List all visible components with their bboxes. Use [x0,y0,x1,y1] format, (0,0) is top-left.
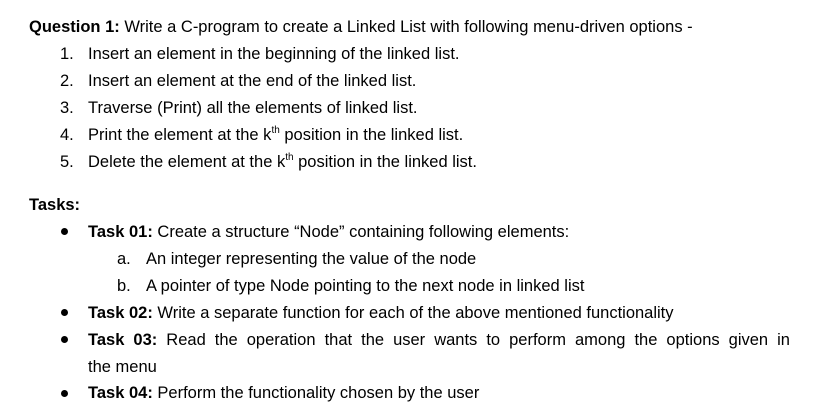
task-item [88,222,569,242]
option-text [88,152,477,172]
subitem-text: A pointer of type Node pointing to the next node in linked list [146,277,585,295]
superscript-th: th [285,151,294,163]
option-text: Insert an element in the beginning of the linked list. [88,45,460,63]
bullet-icon [61,336,68,343]
option-number: 4. [60,126,74,144]
bullet-icon [61,228,68,235]
subitem-marker: b. [117,277,131,295]
task-text: Create a structure “Node” containing following elements: [157,223,570,241]
subitem-text: An integer representing the value of the node [146,250,477,268]
option-text: Insert an element at the end of the linked list. [88,72,417,90]
task-text-continuation: the menu [88,358,157,376]
option-text [88,125,463,145]
bullet-icon [61,309,68,316]
task-text: Read the operation that the user wants to perform among the options given in [166,331,790,349]
question-label: Question 1: [29,18,120,36]
option-text-post: position in the linked list. [279,126,464,144]
option-text-post: position in the linked list. [293,153,477,171]
option-text-pre: Print the element at the k [88,126,272,144]
task-text: Write a separate function for each of the above mentioned functionality [157,304,674,322]
task-item [88,383,479,403]
question-heading [29,17,693,37]
task-label: Task 03: [88,331,158,349]
superscript-th: th [271,124,280,136]
option-text-pre: Delete the element at the k [88,153,286,171]
bullet-icon [61,390,68,397]
tasks-heading: Tasks: [29,196,81,214]
option-text: Traverse (Print) all the elements of linked list. [88,99,418,117]
option-number: 2. [60,72,74,90]
option-number: 3. [60,99,74,117]
task-label: Task 02: [88,304,153,322]
task-text: Perform the functionality chosen by the user [157,384,480,402]
task-item [88,330,790,350]
option-number: 5. [60,153,74,171]
question-text: Write a C-program to create a Linked List with following menu-driven options - [124,18,693,36]
task-item [88,303,674,323]
task-label: Task 01: [88,223,153,241]
subitem-marker: a. [117,250,131,268]
task-label: Task 04: [88,384,153,402]
option-number: 1. [60,45,74,63]
